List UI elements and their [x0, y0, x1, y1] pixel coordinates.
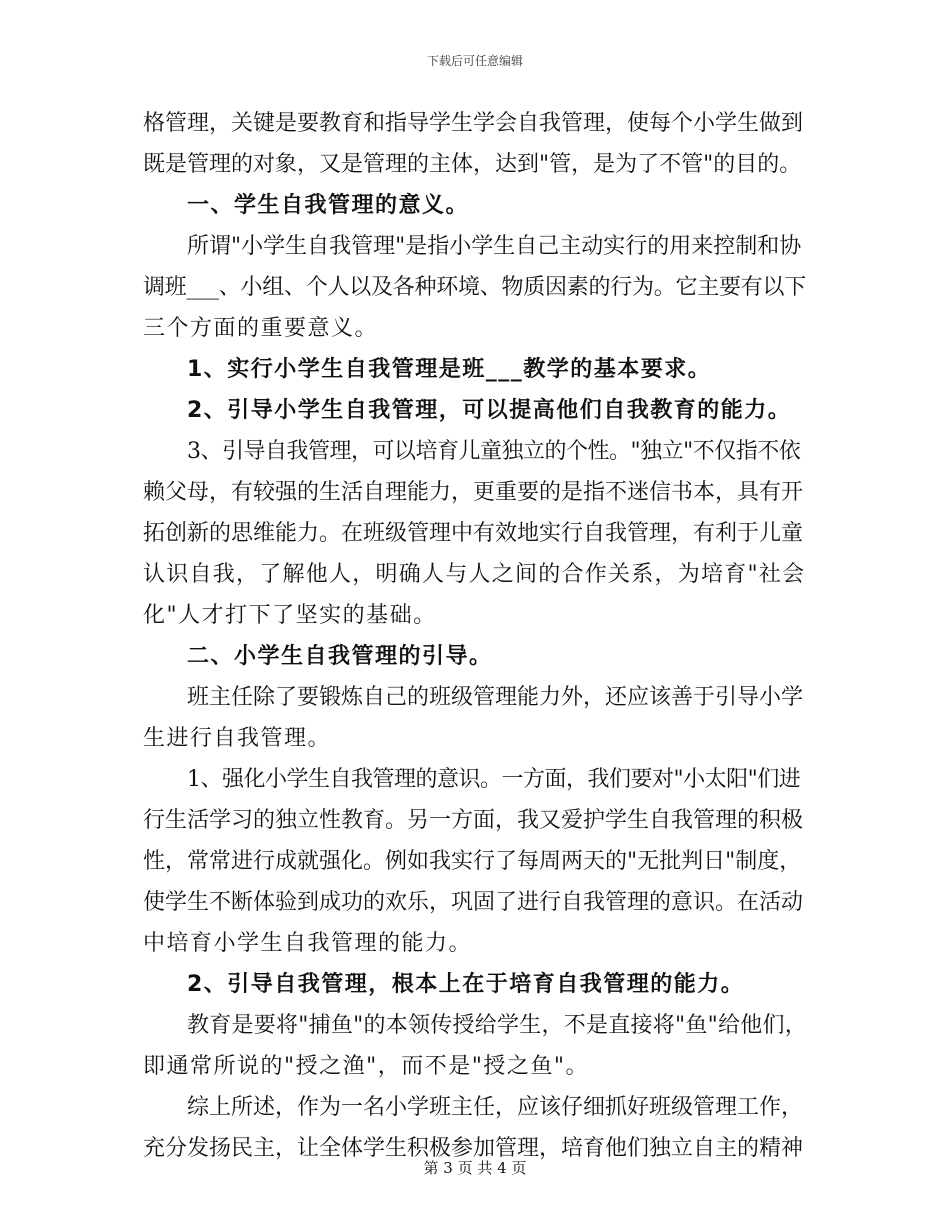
text-line-20: 使学生不断体验到成功的欢乐，巩固了进行自我管理的意识。在活动: [143, 890, 804, 915]
page-header: 下载后可任意编辑: [426, 54, 523, 68]
text-line-15: 班主任除了要锻炼自己的班级管理能力外，还应该善于引导小学: [187, 685, 804, 710]
text-line-6: 三个方面的重要意义。: [143, 316, 379, 341]
text-line-24: 即通常所说的"授之渔"，而不是"授之鱼"。: [143, 1054, 589, 1079]
document-body: [143, 103, 807, 1169]
text-line-13: 化"人才打下了坚实的基础。: [143, 603, 437, 628]
text-line-2: 既是管理的对象，又是管理的主体，达到"管，是为了不管"的目的。: [143, 152, 802, 177]
page-footer: 第 3 页 共 4 页: [423, 1159, 527, 1177]
text-line-5: 调班___、小组、个人以及各种环境、物质因素的行为。它主要有以下: [143, 275, 807, 300]
section-heading-1: 一、学生自我管理的意义。: [187, 193, 470, 218]
text-line-9: 3、引导自我管理，可以培育儿童独立的个性。"独立"不仅指不依: [187, 439, 801, 464]
text-line-23: 教育是要将"捕鱼"的本领传授给学生，不是直接将"鱼"给他们，: [187, 1013, 807, 1038]
text-line-17: 1、强化小学生自我管理的意识。一方面，我们要对"小太阳"们进: [187, 767, 801, 792]
text-line-12: 认识自我，了解他人，明确人与人之间的合作关系，为培育"社会: [143, 562, 806, 587]
text-line-4: 所谓"小学生自我管理"是指小学生自己主动实行的用来控制和协: [187, 234, 802, 259]
text-line-18: 行生活学习的独立性教育。另一方面，我又爱护学生自我管理的积极: [143, 808, 804, 833]
text-line-16: 生进行自我管理。: [143, 726, 332, 751]
text-line-25: 综上所述，作为一名小学班主任，应该仔细抓好班级管理工作，: [187, 1095, 804, 1120]
text-line-26: 充分发扬民主，让全体学生积极参加管理，培育他们独立自主的精神: [143, 1136, 804, 1161]
text-line-10: 赖父母，有较强的生活自理能力，更重要的是指不迷信书本，具有开: [143, 480, 804, 505]
text-line-21: 中培育小学生自我管理的能力。: [143, 931, 473, 956]
text-line-11: 拓创新的思维能力。在班级管理中有效地实行自我管理，有利于儿童: [143, 521, 804, 546]
text-line-1: 格管理，关键是要教育和指导学生学会自我管理，使每个小学生做到: [143, 111, 804, 136]
text-line-19: 性，常常进行成就强化。例如我实行了每周两天的"无批判日"制度，: [143, 849, 802, 874]
section-heading-2: 二、小学生自我管理的引导。: [187, 644, 493, 669]
point-heading-2: 2、引导小学生自我管理，可以提高他们自我教育的能力。: [187, 398, 792, 423]
point-heading-3: 2、引导自我管理，根本上在于培育自我管理的能力。: [187, 972, 745, 997]
point-heading-1: 1、实行小学生自我管理是班___教学的基本要求。: [187, 357, 712, 382]
